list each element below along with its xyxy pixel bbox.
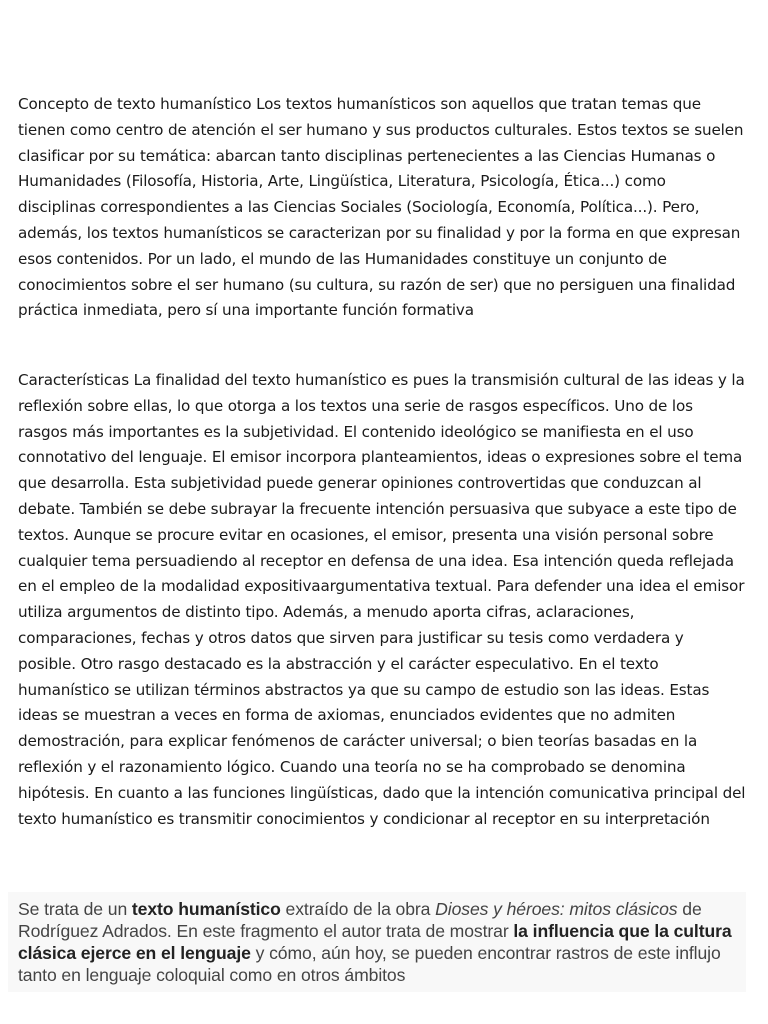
excerpt-bold-texto-humanistico: texto humanístico <box>131 899 281 919</box>
excerpt-text-1: Se trata de un <box>18 899 132 919</box>
excerpt-text-4: y cómo, aún hoy, se pueden encontrar rastros de este influjo tanto en lenguaje coloquial como en otros ámbitos <box>18 943 721 985</box>
excerpt-paragraph <box>18 898 746 986</box>
paragraph-caracteristicas: Características La finalidad del texto humanístico es pues la transmisión cultural de las ideas y la reflexión sobre ellas, lo que otorga a los textos una serie de rasgos específicos. Uno de los rasgos más importantes es la subjetividad. El contenido ideológico se manifiesta en el uso connotativo del lenguaje. El emisor incorpora planteamientos, ideas o expresiones sobre el tema que desarrolla. Esta subjetividad puede generar opiniones controvertidas que conduzcan al debate. También se debe subrayar la frecuente intención persuasiva que subyace a este tipo de textos. Aunque se procure evitar en ocasiones, el emisor, presenta una visión personal sobre cualquier tema persuadiendo al receptor en defensa de una idea. Esa intención queda reflejada en el empleo de la modalidad expositivaargumentativa textual. Para defender una idea el emisor utiliza argumentos de distinto tipo. Además, a menudo aporta cifras, aclaraciones, comparaciones, fechas y otros datos que sirven para justificar su tesis como verdadera y posible. Otro rasgo destacado es la abstracción y el carácter especulativo. En el texto humanístico se utilizan términos abstractos ya que su campo de estudio son las ideas. Estas ideas se muestran a veces en forma de axiomas, enunciados evidentes que no admiten demostración, para explicar fenómenos de carácter universal; o bien teorías basadas en la reflexión y el razonamiento lógico. Cuando una teoría no se ha comprobado se denomina hipótesis. En cuanto a las funciones lingüísticas, dado que la intención comunicativa principal del texto humanístico es transmitir conocimientos y condicionar al receptor en su interpretación <box>18 371 746 828</box>
excerpt-text-3: de Rodríguez Adrados. En este fragmento el autor trata de mostrar <box>18 899 702 941</box>
excerpt-bold-influencia: la influencia que la cultura clásica ejerce en el lenguaje <box>18 921 732 963</box>
excerpt-text-2: extraído de la obra <box>280 899 436 919</box>
paragraph-concepto: Concepto de texto humanístico Los textos humanísticos son aquellos que tratan temas que tienen como centro de atención el ser humano y sus productos culturales. Estos textos se suelen clasificar por su temática: abarcan tanto disciplinas pertenecientes a las Ciencias Humanas o Humanidades (Filosofía, Historia, Arte, Lingüística, Literatura, Psicología, Ética...) como disciplinas correspondientes a las Ciencias Sociales (Sociología, Economía, Política...). Pero, además, los textos humanísticos se caracterizan por su finalidad y por la forma en que expresan esos contenidos. Por un lado, el mundo de las Humanidades constituye un conjunto de conocimientos sobre el ser humano (su cultura, su razón de ser) que no persiguen una finalidad práctica inmediata, pero sí una importante función formativa <box>18 95 744 320</box>
excerpt-book-title: Dioses y héroes: mitos clásicos <box>435 899 678 919</box>
